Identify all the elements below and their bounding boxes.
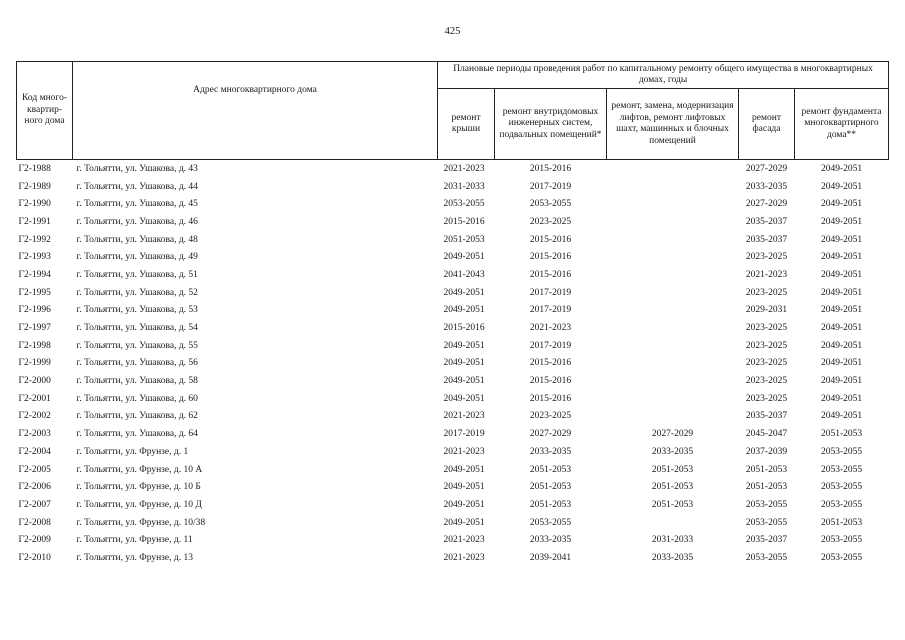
header-lifts: ремонт, замена, модернизация лифтов, ремонт лифтовых шахт, машинных и блочных помещений [607, 89, 739, 160]
row-facade: 2051-2053 [745, 482, 788, 493]
row-lifts: 2027-2029 [651, 429, 694, 440]
row-roof: 2049-2051 [443, 305, 485, 316]
row-foundation: 2049-2051 [820, 393, 863, 404]
row-address: г. Тольятти, ул. Ушакова, д. 64 [76, 429, 198, 440]
row-foundation: 2053-2055 [820, 446, 863, 457]
row-roof: 2015-2016 [443, 323, 485, 334]
table-header [17, 62, 889, 160]
row-foundation: 2049-2051 [820, 305, 863, 316]
row-address: г. Тольятти, ул. Фрунзе, д. 10 А [76, 464, 203, 475]
table-body [17, 160, 889, 567]
row-systems: 2017-2019 [529, 181, 572, 192]
row-systems: 2015-2016 [529, 234, 572, 245]
row-lifts [607, 266, 739, 284]
table-row [17, 248, 889, 266]
row-code: Г2-1992 [18, 234, 51, 245]
row-roof: 2017-2019 [443, 429, 485, 440]
table-row [17, 213, 889, 231]
table-row [17, 337, 889, 355]
row-systems: 2015-2016 [529, 358, 572, 369]
table-row [17, 390, 889, 408]
row-address: г. Тольятти, ул. Фрунзе, д. 10/38 [76, 517, 206, 528]
row-address: г. Тольятти, ул. Фрунзе, д. 10 Б [76, 482, 201, 493]
row-code: Г2-2001 [18, 393, 51, 404]
row-code: Г2-2006 [18, 482, 51, 493]
row-systems: 2015-2016 [529, 163, 572, 174]
row-foundation: 2053-2055 [820, 464, 863, 475]
row-facade: 2023-2025 [745, 323, 788, 334]
header-address: Адрес многоквартирного дома [73, 62, 438, 160]
row-code: Г2-1998 [18, 340, 51, 351]
row-facade: 2021-2023 [745, 269, 788, 280]
row-systems: 2015-2016 [529, 269, 572, 280]
row-lifts: 2051-2053 [651, 464, 694, 475]
table-row [17, 355, 889, 373]
row-address: г. Тольятти, ул. Ушакова, д. 46 [76, 216, 198, 227]
row-foundation: 2049-2051 [820, 340, 863, 351]
row-address: г. Тольятти, ул. Ушакова, д. 49 [76, 252, 198, 263]
row-facade: 2035-2037 [745, 411, 788, 422]
row-address: г. Тольятти, ул. Ушакова, д. 55 [76, 340, 198, 351]
row-address: г. Тольятти, ул. Фрунзе, д. 13 [76, 552, 193, 563]
row-address: г. Тольятти, ул. Ушакова, д. 43 [76, 163, 198, 174]
row-lifts: 2031-2033 [651, 535, 694, 546]
row-code: Г2-2005 [18, 464, 51, 475]
table-row [17, 266, 889, 284]
row-address: г. Тольятти, ул. Ушакова, д. 48 [76, 234, 198, 245]
table-row [17, 549, 889, 567]
row-systems: 2017-2019 [529, 305, 572, 316]
row-lifts [607, 302, 739, 320]
row-lifts [607, 337, 739, 355]
table-row [17, 478, 889, 496]
row-code: Г2-1988 [18, 163, 51, 174]
row-foundation: 2053-2055 [820, 499, 863, 510]
row-lifts [607, 514, 739, 532]
capital-repair-schedule-table [16, 61, 889, 567]
row-systems: 2023-2025 [529, 216, 572, 227]
row-systems: 2053-2055 [529, 517, 572, 528]
row-roof: 2049-2051 [443, 376, 485, 387]
row-foundation: 2053-2055 [820, 535, 863, 546]
row-lifts [607, 248, 739, 266]
page-number: 425 [444, 26, 461, 37]
row-lifts: 2033-2035 [651, 446, 694, 457]
row-lifts [607, 319, 739, 337]
row-facade: 2037-2039 [745, 446, 788, 457]
row-foundation: 2049-2051 [820, 181, 863, 192]
row-lifts [607, 284, 739, 302]
row-facade: 2023-2025 [745, 393, 788, 404]
row-facade: 2053-2055 [745, 499, 788, 510]
row-foundation: 2049-2051 [820, 216, 863, 227]
row-systems: 2039-2041 [529, 552, 572, 563]
table-row [17, 178, 889, 196]
row-code: Г2-2010 [18, 552, 51, 563]
row-systems: 2015-2016 [529, 252, 572, 263]
header-code: Код много-квартир-ного дома [17, 62, 73, 160]
row-address: г. Тольятти, ул. Фрунзе, д. 11 [76, 535, 193, 546]
row-lifts [607, 372, 739, 390]
row-systems: 2021-2023 [529, 323, 572, 334]
row-lifts [607, 355, 739, 373]
header-roof: ремонт крыши [438, 89, 495, 160]
row-lifts [607, 408, 739, 426]
row-lifts: 2051-2053 [651, 482, 694, 493]
table-row [17, 160, 889, 178]
row-facade: 2023-2025 [745, 358, 788, 369]
row-facade: 2035-2037 [745, 234, 788, 245]
row-code: Г2-1993 [18, 252, 51, 263]
row-code: Г2-2007 [18, 499, 51, 510]
row-facade: 2053-2055 [745, 552, 788, 563]
row-roof: 2049-2051 [443, 393, 485, 404]
row-code: Г2-2002 [18, 411, 51, 422]
row-foundation: 2049-2051 [820, 234, 863, 245]
row-foundation: 2049-2051 [820, 323, 863, 334]
row-address: г. Тольятти, ул. Ушакова, д. 44 [76, 181, 198, 192]
row-systems: 2023-2025 [529, 411, 572, 422]
row-lifts [607, 178, 739, 196]
row-address: г. Тольятти, ул. Ушакова, д. 52 [76, 287, 198, 298]
table-row [17, 319, 889, 337]
row-roof: 2049-2051 [443, 340, 485, 351]
row-lifts [607, 195, 739, 213]
table-row [17, 443, 889, 461]
row-facade: 2023-2025 [745, 287, 788, 298]
row-facade: 2029-2031 [745, 305, 788, 316]
row-roof: 2049-2051 [443, 499, 485, 510]
row-systems: 2051-2053 [529, 464, 572, 475]
row-code: Г2-1997 [18, 323, 51, 334]
table-row [17, 302, 889, 320]
table-row [17, 284, 889, 302]
table-row [17, 425, 889, 443]
row-facade: 2023-2025 [745, 376, 788, 387]
row-roof: 2049-2051 [443, 252, 485, 263]
row-address: г. Тольятти, ул. Ушакова, д. 56 [76, 358, 198, 369]
row-code: Г2-2004 [18, 446, 51, 457]
header-facade: ремонт фасада [739, 89, 795, 160]
row-address: г. Тольятти, ул. Ушакова, д. 45 [76, 199, 198, 210]
row-lifts [607, 231, 739, 249]
row-systems: 2017-2019 [529, 340, 572, 351]
row-lifts [607, 160, 739, 178]
row-foundation: 2049-2051 [820, 199, 863, 210]
row-roof: 2021-2023 [443, 163, 485, 174]
header-foundation: ремонт фундамента многоквартирного дома** [795, 89, 889, 160]
row-facade: 2033-2035 [745, 181, 788, 192]
row-facade: 2027-2029 [745, 163, 788, 174]
table-row [17, 372, 889, 390]
row-facade: 2053-2055 [745, 517, 788, 528]
row-foundation: 2049-2051 [820, 376, 863, 387]
row-systems: 2051-2053 [529, 499, 572, 510]
row-systems: 2033-2035 [529, 535, 572, 546]
row-facade: 2035-2037 [745, 216, 788, 227]
row-roof: 2049-2051 [443, 482, 485, 493]
row-roof: 2041-2043 [443, 269, 485, 280]
row-systems: 2015-2016 [529, 376, 572, 387]
row-address: г. Тольятти, ул. Фрунзе, д. 10 Д [76, 499, 202, 510]
row-facade: 2051-2053 [745, 464, 788, 475]
row-foundation: 2049-2051 [820, 269, 863, 280]
row-roof: 2021-2023 [443, 446, 485, 457]
row-roof: 2021-2023 [443, 552, 485, 563]
row-address: г. Тольятти, ул. Ушакова, д. 54 [76, 323, 198, 334]
row-foundation: 2049-2051 [820, 252, 863, 263]
row-lifts [607, 390, 739, 408]
table-row [17, 231, 889, 249]
row-address: г. Тольятти, ул. Ушакова, д. 58 [76, 376, 198, 387]
row-roof: 2031-2033 [443, 181, 485, 192]
row-systems: 2053-2055 [529, 199, 572, 210]
row-roof: 2021-2023 [443, 411, 485, 422]
table-row [17, 461, 889, 479]
row-foundation: 2049-2051 [820, 287, 863, 298]
table-row [17, 408, 889, 426]
row-lifts: 2033-2035 [651, 552, 694, 563]
row-code: Г2-1990 [18, 199, 51, 210]
row-address: г. Тольятти, ул. Ушакова, д. 62 [76, 411, 198, 422]
row-facade: 2045-2047 [745, 429, 788, 440]
row-foundation: 2051-2053 [820, 517, 863, 528]
row-address: г. Тольятти, ул. Ушакова, д. 53 [76, 305, 198, 316]
row-facade: 2023-2025 [745, 252, 788, 263]
table-row [17, 195, 889, 213]
row-code: Г2-2009 [18, 535, 51, 546]
row-systems: 2051-2053 [529, 482, 572, 493]
row-roof: 2053-2055 [443, 199, 485, 210]
row-code: Г2-1994 [18, 269, 51, 280]
table-row [17, 514, 889, 532]
row-facade: 2035-2037 [745, 535, 788, 546]
table-row [17, 531, 889, 549]
row-foundation: 2053-2055 [820, 552, 863, 563]
row-systems: 2017-2019 [529, 287, 572, 298]
row-code: Г2-1991 [18, 216, 51, 227]
row-foundation: 2051-2053 [820, 429, 863, 440]
header-periods: Плановые периоды проведения работ по капитальному ремонту общего имущества в многоквартирных домах, годы [438, 62, 889, 89]
row-code: Г2-1995 [18, 287, 51, 298]
header-systems: ремонт внутридомовых инженерных систем, подвальных помещений* [495, 89, 607, 160]
row-roof: 2051-2053 [443, 234, 485, 245]
row-foundation: 2049-2051 [820, 411, 863, 422]
row-foundation: 2049-2051 [820, 163, 863, 174]
row-roof: 2049-2051 [443, 517, 485, 528]
row-address: г. Тольятти, ул. Фрунзе, д. 1 [76, 446, 189, 457]
row-systems: 2033-2035 [529, 446, 572, 457]
table-row [17, 496, 889, 514]
row-lifts [607, 213, 739, 231]
row-roof: 2049-2051 [443, 464, 485, 475]
row-lifts: 2051-2053 [651, 499, 694, 510]
row-code: Г2-2008 [18, 517, 51, 528]
row-code: Г2-1989 [18, 181, 51, 192]
row-systems: 2015-2016 [529, 393, 572, 404]
row-systems: 2027-2029 [529, 429, 572, 440]
row-roof: 2049-2051 [443, 358, 485, 369]
row-foundation: 2053-2055 [820, 482, 863, 493]
row-code: Г2-1996 [18, 305, 51, 316]
row-code: Г2-2003 [18, 429, 51, 440]
row-roof: 2015-2016 [443, 216, 485, 227]
row-address: г. Тольятти, ул. Ушакова, д. 60 [76, 393, 198, 404]
row-address: г. Тольятти, ул. Ушакова, д. 51 [76, 269, 198, 280]
row-roof: 2049-2051 [443, 287, 485, 298]
row-code: Г2-1999 [18, 358, 51, 369]
row-foundation: 2049-2051 [820, 358, 863, 369]
row-facade: 2023-2025 [745, 340, 788, 351]
row-code: Г2-2000 [18, 376, 51, 387]
row-facade: 2027-2029 [745, 199, 788, 210]
row-roof: 2021-2023 [443, 535, 485, 546]
